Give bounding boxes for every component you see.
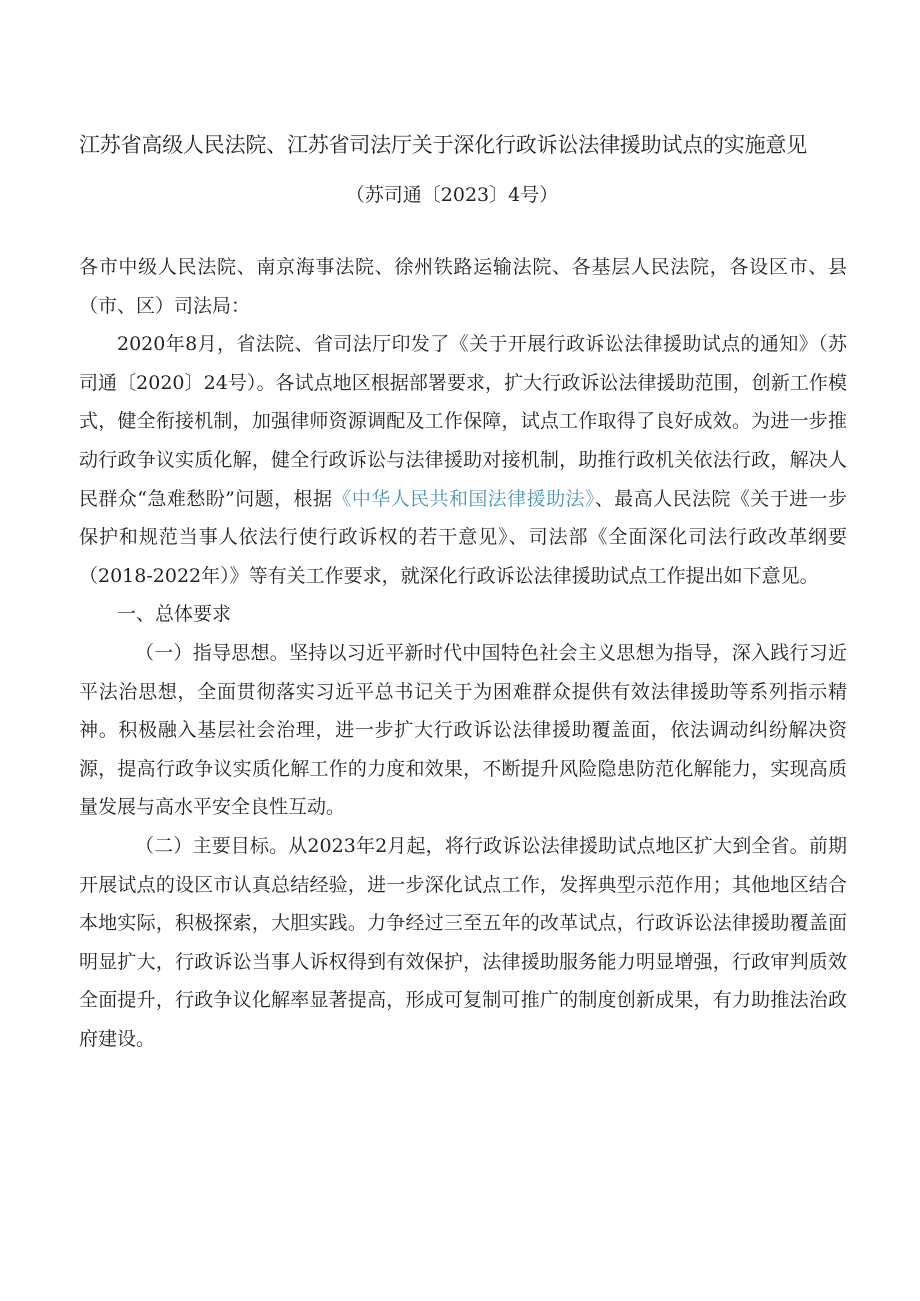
intro-paragraph — [79, 325, 847, 595]
addressees-paragraph: 各市中级人民法院、南京海事法院、徐州铁路运输法院、各基层人民法院，各设区市、县（市、区）司法局： — [79, 256, 847, 317]
main-goals-paragraph: （二）主要目标。从2023年2月起，将行政诉讼法律援助试点地区扩大到全省。前期开展试点的设区市认真总结经验，进一步深化试点工作，发挥典型示范作用；其他地区结合本地实际，积极探索，大胆实践。力争经过三至五年的改革试点，行政诉讼法律援助覆盖面明显扩大，行政诉讼当事人诉权得到有效保护，法律援助服务能力明显增强，行政审判质效全面提升，行政争议化解率显著提高，形成可复制可推广的制度创新成果，有力助推法治政府建设。 — [79, 834, 847, 1050]
guiding-ideology-paragraph: （一）指导思想。坚持以习近平新时代中国特色社会主义思想为指导，深入践行习近平法治思想，全面贯彻落实习近平总书记关于为困难群众提供有效法律援助等系列指示精神。积极融入基层社会治理，进一步扩大行政诉讼法律援助覆盖面，依法调动纠纷解决资源，提高行政争议实质化解工作的力度和效果，不断提升风险隐患防范化解能力，实现高质量发展与高水平安全良性互动。 — [79, 641, 847, 819]
document-number: （苏司通〔2023〕4号） — [345, 184, 559, 206]
intro-text-after-link: 、最高人民法院《关于进一步保护和规范当事人依法行使行政诉权的若干意见》、司法部《全面深化司法行政改革纲要（2018-2022年）》等有关工作要求，就深化行政诉讼法律援助试点工作提出如下意见。 — [79, 487, 847, 587]
legal-aid-law-link[interactable]: 《中华人民共和国法律援助法》 — [332, 487, 595, 510]
section-heading-general-requirements: 一、总体要求 — [117, 603, 232, 626]
intro-text-before-link: 2020年8月，省法院、省司法厅印发了《关于开展行政诉讼法律援助试点的通知》（苏司通〔2020〕24号）。各试点地区根据部署要求，扩大行政诉讼法律援助范围，创新工作模式，健全衔接机制，加强律师资源调配及工作保障，试点工作取得了良好成效。为进一步推动行政争议实质化解，健全行政诉讼与法律援助对接机制，助推行政机关依法行政，解决人民群众“急难愁盼”问题，根据 — [79, 333, 847, 510]
document-title: 江苏省高级人民法院、江苏省司法厅关于深化行政诉讼法律援助试点的实施意见 — [79, 133, 807, 157]
document-body — [79, 248, 847, 1058]
